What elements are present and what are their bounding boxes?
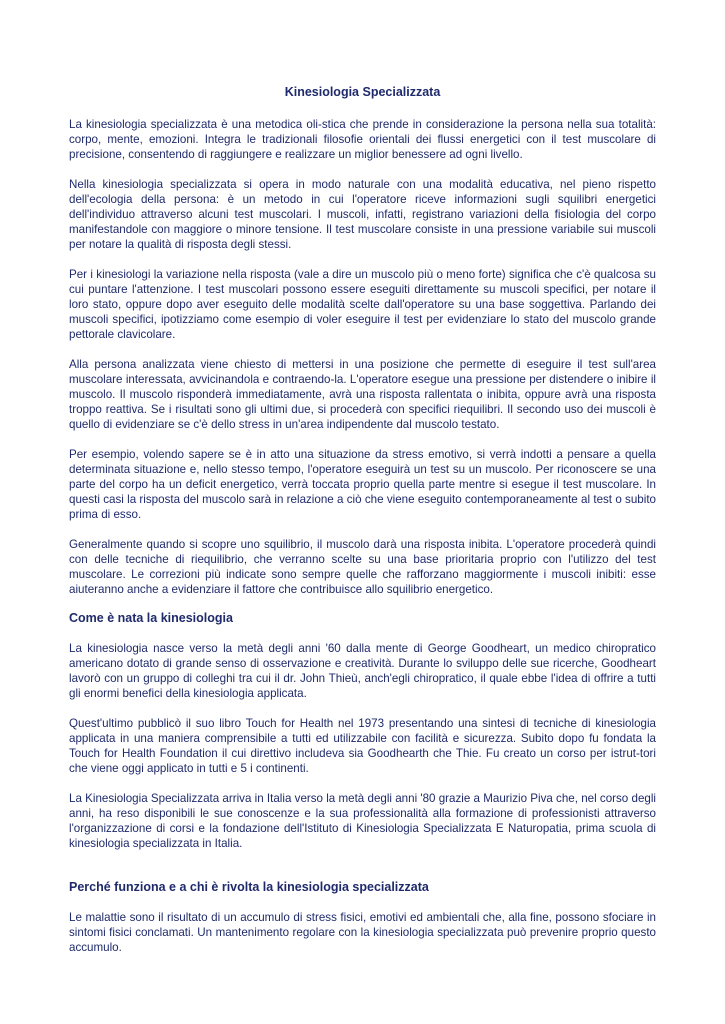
intro-paragraph-1: La kinesiologia specializzata è una metodica oli-stica che prende in considerazione la persona nella sua totalità: corpo, mente, emozioni. Integra le tradizionali filosofie orientali dei flussi energetici con il test muscolare di precisione, consentendo di raggiungere e realizzare un miglior benessere ad ogni livello.: [69, 118, 656, 161]
intro-paragraph-6: Generalmente quando si scopre uno squilibrio, il muscolo darà una risposta inibita. L'operatore procederà quindi con delle tecniche di riequilibrio, che verranno scelte su una base prioritaria proprio con l'utilizzo del test muscolare. Le correzioni più indicate sono sempre quelle che rafforzano maggiormente i muscoli inibiti: esse aiuteranno anche a evidenziare il fattore che contribuisce allo squilibrio energetico.: [69, 538, 656, 596]
why-paragraph-1: Le malattie sono il risultato di un accumulo di stress fisici, emotivi ed ambientali che, alla fine, possono sfociare in sintomi fisici conclamati. Un mantenimento regolare con la kinesiologia specializzata può prevenire proprio questo accumulo.: [69, 911, 656, 954]
document-page: [69, 0, 656, 955]
intro-paragraph-2: Nella kinesiologia specializzata si opera in modo naturale con una modalità educativa, nel pieno rispetto dell'ecologia della persona: è un metodo in cui l'operatore riceve informazioni sugli squilibri energetici dell'individuo attraverso alcuni test muscolari. I muscoli, infatti, registrano variazioni della fisiologia del corpo manifestandole con maggiore o minore tensione. Il test muscolare consiste in una pressione variabile sui muscoli per notare la qualità di risposta degli stessi.: [69, 178, 656, 251]
intro-paragraph-4: Alla persona analizzata viene chiesto di mettersi in una posizione che permette di eseguire il test sull'area muscolare interessata, avvicinandola e contraendo-la. L'operatore esegue una pressione per distendere o inibire il muscolo. Il muscolo risponderà immediatamente, avrà una risposta rallentata o inibita, oppure avrà una risposta troppo reattiva. Se i risultati sono gli ultimi due, si procederà con specifici riequilibri. Il secondo uso dei muscoli è quello di evidenziare se c'è dello stress in un'area indipendente dal muscolo testato.: [69, 358, 656, 431]
intro-paragraph-5: Per esempio, volendo sapere se è in atto una situazione da stress emotivo, si verrà indotti a pensare a quella determinata situazione e, nello stesso tempo, l'operatore eseguirà un test su un muscolo. Per riconoscere se una parte del corpo ha un deficit energetico, verrà toccata proprio quella parte mentre si esegue il test muscolare. In questi casi la risposta del muscolo sarà in relazione a ciò che viene eseguito contemporaneamente al test o subito prima di esso.: [69, 448, 656, 521]
document-title: Kinesiologia Specializzata: [284, 85, 441, 99]
history-paragraph-2: Quest'ultimo pubblicò il suo libro Touch for Health nel 1973 presentando una sintesi di tecniche di kinesiologia applicata in una maniera comprensibile a tutti ed utilizzabile con facilità e sicurezza. Subito dopo fu fondata la Touch for Health Foundation il cui direttivo includeva sia Goodhearth che Thie. Fu creato un corso per istrut-tori che viene oggi applicato in tutti e 5 i continenti.: [69, 717, 656, 775]
section-heading-history: Come è nata la kinesiologia: [69, 611, 233, 625]
history-paragraph-3: La Kinesiologia Specializzata arriva in Italia verso la metà degli anni '80 grazie a Maurizio Piva che, nel corso degli anni, ha reso disponibili le sue conoscenze e la sua professionalità alla formazione di professionisti attraverso l'organizzazione di corsi e la fondazione dell'Istituto di Kinesiologia Specializzata E Naturopatia, prima scuola di kinesiologia specializzata in Italia.: [69, 792, 656, 850]
intro-paragraph-3: Per i kinesiologi la variazione nella risposta (vale a dire un muscolo più o meno forte) significa che c'è qualcosa su cui puntare l'attenzione. I test muscolari possono essere eseguiti direttamente su muscoli specifici, per notare il loro stato, oppure dopo aver eseguito delle modalità scelte dall'operatore su una base soggettiva. Parlando dei muscoli specifici, ipotizziamo come esempio di voler eseguire il test per evidenziare lo stato del muscolo grande pettorale clavicolare.: [69, 268, 656, 341]
section-heading-why: Perché funziona e a chi è rivolta la kinesiologia specializzata: [69, 880, 429, 894]
history-paragraph-1: La kinesiologia nasce verso la metà degli anni '60 dalla mente di George Goodheart, un medico chiropratico americano dotato di grande senso di osservazione e creatività. Durante lo sviluppo delle sue ricerche, Goodheart lavorò con un gruppo di colleghi tra cui il dr. John Thieù, anch'egli chiropratico, il quale ebbe l'idea di offrire a tutti gli enormi benefici della kinesiologia applicata.: [69, 642, 656, 700]
